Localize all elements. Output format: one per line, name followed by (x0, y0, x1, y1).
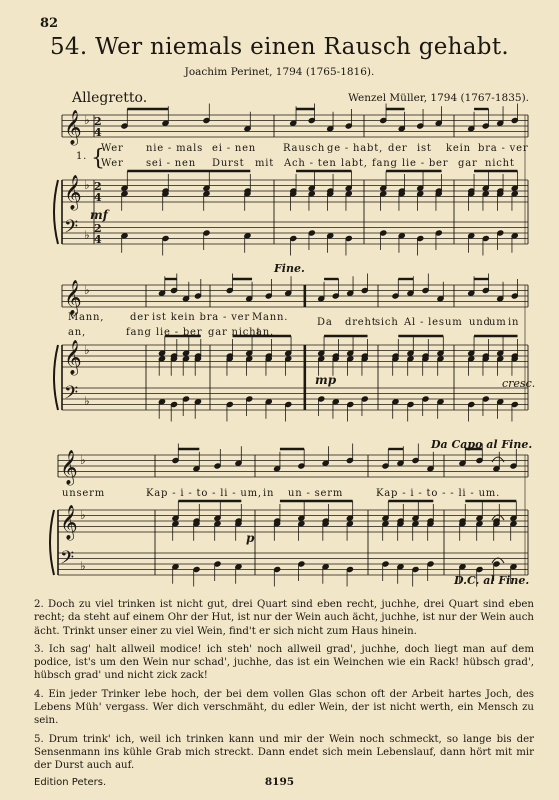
lyric-s2-l1-5: dreht (345, 317, 377, 328)
lyric-s1-l1-7: kein (446, 143, 471, 154)
verse-2: 2. Doch zu viel trinken ist nicht gut, drei Quart sind eben recht, juchhe, drei Quart sind eben recht; da steht auf einem Ohr der Hut, ist nur der Wein auch ächt, juchhe, ist nur der Wein auch ächt. Trinkt unser einer zu viel Wein, find't er sich nicht zum Haus hinein. (34, 599, 534, 637)
lyric-s1-l2-1: sei - nen (146, 158, 196, 169)
lyric-s2-l2-3: gar nicht (208, 327, 262, 338)
composer-credit: Wenzel Müller, 1794 (1767-1835). (348, 92, 529, 104)
lyric-s2-l1-6: sich (375, 317, 399, 328)
time-signature-denominator: 4 (94, 233, 102, 246)
verse-4: 4. Ein jeder Trinker lebe hoch, der bei dem vollen Glas schon oft der Arbeit hartes Joch, des Lebens Müh' vergass. Wer dich verschmäht, du edler Wein, der ist nicht werth, ein Mensch zu sein. (34, 688, 534, 727)
lyric-s2-l1-8: um (445, 317, 463, 328)
time-signature-numerator: 2 (94, 115, 102, 128)
lyric-s2-l2-1: fang (126, 327, 152, 338)
lyric-s2-l1-2: ist kein bra - ver (152, 312, 250, 323)
lyric-s2-l2-2: lie - ber (156, 327, 203, 338)
lyric-s1-l1-4: ge - habt, (327, 143, 384, 154)
lyric-s2-l1-11: in (508, 317, 520, 328)
lyric-s1-l2-2: Durst (212, 158, 245, 169)
edition-label: Edition Peters. (34, 777, 107, 788)
verse-5: 5. Drum trink' ich, weil ich trinken kann und mir der Wein noch schmeckt, so lange bis der Sensenmann ins kühle Grab mich streckt. Dann endet sich mein Lebenslauf, dann hört mit mir der Durst auch auf. (34, 733, 534, 772)
treble-clef-icon: 𝄞 (60, 505, 78, 540)
fine-marking: Fine. (274, 262, 305, 275)
lyric-s2-l1-10: um (489, 317, 507, 328)
lyric-s1-l2-4: Ach - ten (284, 158, 337, 169)
dynamic-mp: mp (315, 373, 337, 387)
lyric-s1-l2-7: lie - ber (402, 158, 449, 169)
piano-brace (50, 510, 54, 575)
treble-clef-icon: 𝄞 (64, 110, 82, 145)
treble-clef-icon: 𝄞 (64, 280, 82, 315)
flat-sign-icon: ♭ (84, 343, 90, 357)
lyric-s3-l1-3: un - serm (288, 488, 344, 499)
lyric-s1-l2-0: Wer (101, 158, 124, 169)
flat-sign-icon: ♭ (80, 508, 86, 522)
lyric-s3-l1-2: in (263, 488, 275, 499)
lyric-s1-l2-3: mit (255, 158, 275, 169)
treble-clef-icon: 𝄞 (64, 175, 82, 210)
song-title: 54. Wer niemals einen Rausch gehabt. (50, 34, 509, 60)
flat-sign-icon: ♭ (80, 453, 86, 467)
time-signature-numerator: 2 (94, 180, 102, 193)
time-signature-denominator: 4 (94, 191, 102, 204)
da-capo-marking: Da Capo al Fine. (431, 438, 533, 451)
flat-sign-icon: ♭ (84, 113, 90, 127)
plate-number: 8195 (264, 776, 295, 788)
lyric-s2-l1-7: Al - les (404, 317, 445, 328)
piano-brace (54, 345, 58, 410)
verse-3: 3. Ich sag' halt allweil modice! ich steh' noch allweil grad', juchhe, doch liegt man auf dem podice, ist's um den Wein nur schad', juchhe, das ist ein Weinchen wie ein Rack! hübsch grad', hübsch grad' und nicht zick zack! (34, 643, 534, 682)
treble-clef-icon: 𝄞 (64, 340, 82, 375)
bass-clef-icon: 𝄢 (60, 548, 75, 573)
bass-clef-icon: 𝄢 (64, 217, 79, 242)
verse-number: 1. (76, 151, 88, 162)
fermata-icon (492, 457, 504, 462)
additional-verses (34, 598, 534, 778)
lyric-s2-l1-4: Da (317, 317, 333, 328)
lyric-s1-l2-8: gar (458, 158, 478, 169)
lyric-s2-l1-9: und (469, 317, 491, 328)
lyric-s2-l1-3: Mann. (252, 312, 289, 323)
lyric-s1-l2-6: fang (372, 158, 398, 169)
lyric-brace: { (91, 146, 105, 171)
lyric-s2-l1-0: Mann, (68, 312, 105, 323)
lyric-s1-l1-8: bra - ver (478, 143, 529, 154)
lyric-s1-l1-5: der (388, 143, 408, 154)
page-number: 82 (40, 16, 59, 31)
cresc-marking: cresc. (502, 377, 536, 390)
treble-clef-icon: 𝄞 (60, 450, 78, 485)
piano-brace (54, 180, 58, 244)
lyric-s1-l1-1: nie - mals (146, 143, 204, 154)
time-signature-denominator: 4 (94, 126, 102, 139)
time-signature-numerator: 2 (94, 222, 102, 235)
lyric-s2-l1-1: der (130, 312, 150, 323)
dynamic-mf: mf (90, 208, 108, 222)
lyricist-credit: Joachim Perinet, 1794 (1765-1816). (184, 66, 375, 78)
lyric-s3-l1-4: Kap - i - to - - li - um. (376, 488, 501, 499)
flat-sign-icon: ♭ (84, 178, 90, 192)
lyric-s1-l1-3: Rausch (283, 143, 326, 154)
flat-sign-icon: ♭ (84, 394, 90, 408)
lyric-s1-l1-0: Wer (101, 143, 124, 154)
lyric-s3-l1-1: Kap - i - to - li - um, (146, 488, 262, 499)
tempo-marking: Allegretto. (72, 90, 148, 106)
lyric-s1-l1-2: ei - nen (212, 143, 257, 154)
lyric-s2-l2-4: an. (256, 327, 274, 338)
bass-clef-icon: 𝄢 (64, 383, 79, 408)
dc-marking: D.C. al Fine. (454, 574, 530, 587)
flat-sign-icon: ♭ (84, 283, 90, 297)
flat-sign-icon: ♭ (84, 228, 90, 242)
lyric-s1-l2-9: nicht (485, 158, 515, 169)
lyric-s1-l2-5: labt, (341, 158, 368, 169)
flat-sign-icon: ♭ (80, 559, 86, 573)
lyric-s3-l1-0: unserm (62, 488, 105, 499)
lyric-s1-l1-6: ist (417, 143, 432, 154)
lyric-s2-l2-0: an, (68, 327, 86, 338)
dynamic-p: p (246, 531, 255, 545)
